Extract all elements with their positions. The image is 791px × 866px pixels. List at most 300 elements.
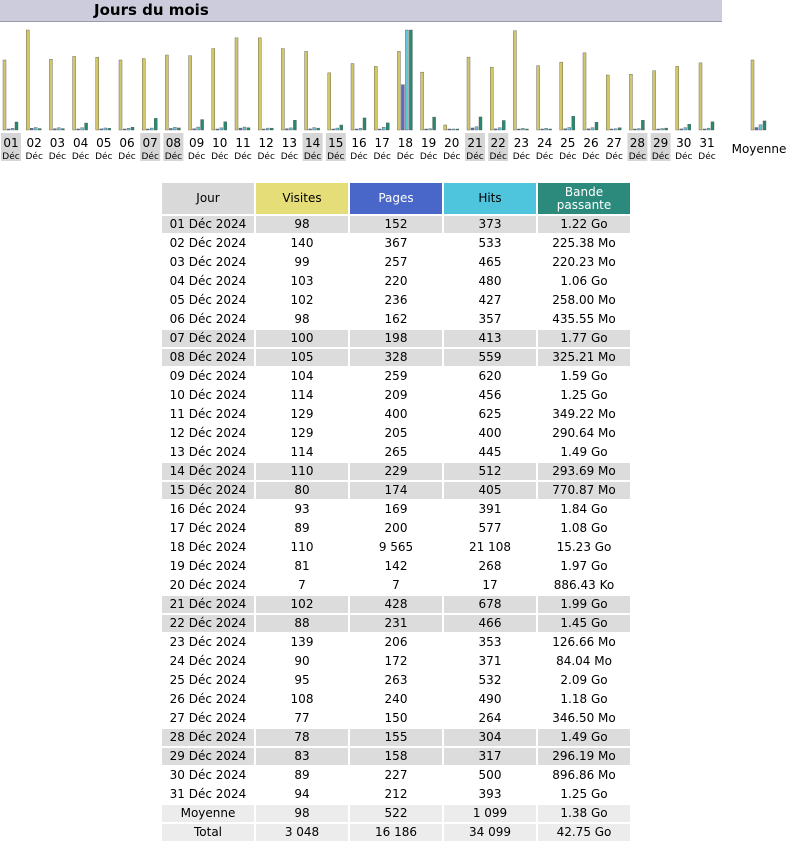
day-06-bar-pages	[123, 129, 126, 130]
day-10-bar-hits	[220, 128, 223, 130]
day-14-bar-hits	[313, 128, 316, 130]
cell-bande: 1.97 Go	[560, 559, 608, 573]
day-28-bar-visites	[629, 74, 632, 130]
day-10-bar-pages	[216, 129, 219, 130]
day-label: 15	[328, 136, 344, 150]
cell-pages: 205	[384, 426, 408, 440]
day-27-bar-hits	[614, 129, 617, 130]
day-06-bar-hits	[127, 128, 130, 130]
cell-pages: 155	[350, 729, 442, 746]
cell-hits: 490	[478, 692, 502, 706]
cell-hits: 357	[478, 312, 502, 326]
cell-visites: 7	[298, 578, 306, 592]
day-15-bar-hits	[336, 128, 339, 130]
section-header	[0, 0, 722, 22]
cell-visites: 89	[294, 521, 310, 535]
table-row	[162, 216, 630, 233]
month-label: Déc	[25, 152, 43, 162]
cell-jour: 24 Déc 2024	[169, 654, 247, 668]
cell-jour: 05 Déc 2024	[169, 293, 247, 307]
cell-hits: 533	[478, 236, 502, 250]
day-label: 01	[3, 136, 19, 150]
table-row	[162, 482, 630, 499]
month-label: Déc	[257, 152, 275, 162]
average-bar-visites	[751, 60, 754, 130]
month-label: Déc	[2, 152, 20, 162]
cell-visites: 77	[294, 711, 310, 725]
average-bar-bande	[763, 121, 766, 130]
month-label: Déc	[71, 152, 90, 162]
day-31-bar-bande	[711, 122, 714, 130]
cell-visites: 100	[256, 330, 348, 347]
day-12-bar-hits	[266, 128, 269, 130]
table-row	[162, 311, 630, 328]
day-03-bar-bande	[61, 129, 64, 130]
cell-pages: 400	[384, 407, 408, 421]
cell-visites: 103	[290, 274, 314, 288]
cell-pages: 240	[384, 692, 408, 706]
cell-bande: 1.59 Go	[560, 369, 608, 383]
day-22-bar-hits	[498, 128, 501, 130]
day-30-bar-pages	[680, 129, 683, 130]
day-25-bar-visites	[560, 62, 563, 130]
day-label: 05	[96, 136, 112, 150]
cell-bande: 346.50 Mo	[552, 711, 616, 725]
cell-pages: 172	[384, 654, 408, 668]
day-13-bar-visites	[281, 49, 284, 130]
cell-hits: 480	[478, 274, 502, 288]
day-21-bar-pages	[471, 128, 474, 130]
day-25-bar-hits	[568, 127, 571, 130]
day-08-bar-bande	[177, 128, 180, 130]
cell-pages: 212	[384, 787, 408, 801]
cell-pages: 227	[384, 768, 408, 782]
cell-bande: 896.86 Mo	[552, 768, 616, 782]
day-22-bar-pages	[494, 129, 497, 130]
cell-visites: 102	[256, 596, 348, 613]
cell-jour: 18 Déc 2024	[169, 540, 247, 554]
cell-hits: 427	[478, 293, 502, 307]
day-label: 17	[374, 136, 390, 150]
average-pages: 522	[350, 805, 442, 822]
cell-pages: 229	[350, 463, 442, 480]
day-01-bar-pages	[7, 129, 10, 130]
day-09-bar-visites	[189, 56, 192, 130]
day-01-bar-bande	[15, 122, 18, 130]
day-28-bar-pages	[633, 129, 636, 130]
day-09-bar-hits	[197, 127, 200, 130]
day-label: 11	[235, 136, 251, 150]
column-header-pages: Pages	[350, 183, 442, 214]
day-22-bar-bande	[502, 120, 505, 130]
month-label: Déc	[327, 152, 345, 162]
cell-jour: 26 Déc 2024	[169, 692, 247, 706]
cell-bande: 1.18 Go	[560, 692, 608, 706]
table-row	[162, 425, 630, 442]
month-label: Déc	[95, 152, 113, 162]
total-pages: 16 186	[350, 824, 442, 841]
day-22-bar-visites	[490, 67, 493, 130]
table-row	[162, 710, 630, 727]
day-28-bar-bande	[641, 120, 644, 130]
day-23-bar-pages	[517, 129, 520, 130]
cell-jour: 17 Déc 2024	[169, 521, 247, 535]
cell-bande: 349.22 Mo	[552, 407, 616, 421]
month-label: Déc	[234, 152, 252, 162]
average-row	[162, 805, 630, 822]
cell-bande: 296.19 Mo	[538, 748, 630, 765]
table-row	[162, 292, 630, 309]
table-body	[162, 216, 630, 803]
total-bande: 42.75 Go	[538, 824, 630, 841]
cell-bande: 220.23 Mo	[552, 255, 616, 269]
day-28-bar-hits	[637, 129, 640, 130]
cell-bande: 1.49 Go	[538, 729, 630, 746]
cell-jour: 29 Déc 2024	[162, 748, 254, 765]
table-row	[162, 539, 630, 556]
total-hits: 34 099	[444, 824, 536, 841]
day-11-bar-visites	[235, 38, 238, 130]
table-row	[162, 349, 630, 366]
cell-bande: 1.49 Go	[560, 445, 608, 459]
cell-visites: 114	[290, 388, 314, 402]
table-row	[162, 254, 630, 271]
day-18-bar-bande	[409, 30, 412, 130]
table-row	[162, 729, 630, 746]
column-header-hits: Hits	[444, 183, 536, 214]
cell-visites: 102	[290, 293, 314, 307]
cell-bande: 1.99 Go	[538, 596, 630, 613]
day-13-bar-bande	[293, 120, 296, 130]
average-visites: 98	[256, 805, 348, 822]
cell-pages: 328	[350, 349, 442, 366]
cell-hits: 620	[478, 369, 502, 383]
cell-pages: 200	[384, 521, 408, 535]
day-29-bar-pages	[657, 129, 660, 130]
day-26-bar-visites	[583, 53, 586, 130]
column-header-visites: Visites	[256, 183, 348, 214]
cell-jour: 20 Déc 2024	[169, 578, 247, 592]
cell-visites: 83	[256, 748, 348, 765]
cell-jour: 12 Déc 2024	[169, 426, 247, 440]
cell-bande: 1.45 Go	[538, 615, 630, 632]
day-24-bar-pages	[541, 129, 544, 130]
day-26-bar-bande	[595, 122, 598, 130]
day-13-bar-hits	[289, 128, 292, 130]
cell-pages: 257	[384, 255, 408, 269]
day-09-bar-pages	[193, 129, 196, 130]
month-label: Déc	[651, 152, 670, 162]
day-label: 27	[606, 136, 622, 150]
day-29-bar-hits	[661, 128, 664, 130]
cell-pages: 142	[384, 559, 408, 573]
day-14-bar-pages	[309, 129, 312, 130]
day-23-bar-visites	[513, 31, 516, 130]
cell-jour: 04 Déc 2024	[169, 274, 247, 288]
cell-hits: 577	[478, 521, 502, 535]
month-label: Déc	[164, 152, 183, 162]
month-label: Déc	[605, 152, 623, 162]
day-19-bar-bande	[433, 117, 436, 130]
day-02-bar-pages	[30, 128, 33, 130]
day-label: 31	[699, 136, 715, 150]
day-11-bar-bande	[247, 128, 250, 130]
day-20-bar-visites	[444, 125, 447, 130]
day-30-bar-bande	[688, 124, 691, 130]
cell-jour: 10 Déc 2024	[169, 388, 247, 402]
cell-bande: 1.77 Go	[538, 330, 630, 347]
day-04-bar-pages	[77, 129, 80, 130]
cell-jour: 02 Déc 2024	[169, 236, 247, 250]
day-31-bar-hits	[707, 128, 710, 130]
day-label: 21	[467, 136, 483, 150]
cell-visites: 129	[290, 407, 314, 421]
cell-bande: 1.84 Go	[560, 502, 608, 516]
day-07-bar-hits	[150, 128, 153, 130]
cell-visites: 98	[256, 216, 348, 233]
month-label: Déc	[280, 152, 299, 162]
cell-jour: 30 Déc 2024	[169, 768, 247, 782]
cell-visites: 93	[294, 502, 310, 516]
average-hits: 1 099	[444, 805, 536, 822]
cell-visites: 81	[294, 559, 310, 573]
day-31-bar-pages	[703, 129, 706, 130]
day-label: 30	[676, 136, 692, 150]
day-24-bar-bande	[549, 129, 552, 130]
table-row	[162, 501, 630, 518]
cell-pages: 265	[384, 445, 408, 459]
cell-visites: 78	[256, 729, 348, 746]
cell-pages: 209	[384, 388, 408, 402]
cell-bande: 258.00 Mo	[552, 293, 616, 307]
cell-hits: 405	[444, 482, 536, 499]
average-bar-hits	[759, 125, 762, 130]
day-03-bar-pages	[53, 129, 56, 130]
average-label: Moyenne	[162, 805, 254, 822]
cell-jour: 07 Déc 2024	[162, 330, 254, 347]
table-row	[162, 330, 630, 347]
day-06-bar-bande	[131, 127, 134, 130]
table-row	[162, 444, 630, 461]
month-label: Déc	[211, 152, 229, 162]
cell-visites: 114	[290, 445, 314, 459]
cell-pages: 174	[350, 482, 442, 499]
day-26-bar-hits	[591, 128, 594, 130]
cell-pages: 220	[384, 274, 408, 288]
month-label: Déc	[443, 152, 461, 162]
day-18-bar-pages	[401, 85, 404, 130]
day-label: 19	[420, 136, 437, 150]
cell-hits: 456	[478, 388, 502, 402]
cell-bande: 225.38 Mo	[552, 236, 616, 250]
day-08-bar-pages	[169, 128, 172, 130]
cell-visites: 94	[294, 787, 310, 801]
total-label: Total	[162, 824, 254, 841]
cell-bande: 435.55 Mo	[552, 312, 616, 326]
cell-pages: 162	[384, 312, 408, 326]
day-12-bar-bande	[270, 128, 273, 130]
table-row	[162, 672, 630, 689]
cell-hits: 353	[478, 635, 502, 649]
cell-visites: 129	[290, 426, 314, 440]
cell-jour: 31 Déc 2024	[169, 787, 247, 801]
day-01-bar-visites	[3, 60, 6, 130]
month-label: Déc	[582, 152, 600, 162]
table-row	[162, 406, 630, 423]
cell-jour: 16 Déc 2024	[169, 502, 247, 516]
day-27-bar-bande	[618, 128, 621, 130]
table-row	[162, 653, 630, 670]
month-label: Déc	[396, 152, 415, 162]
day-07-bar-visites	[142, 59, 145, 130]
cell-hits: 445	[478, 445, 502, 459]
day-label: 03	[49, 136, 66, 150]
day-10-bar-bande	[224, 122, 227, 130]
cell-pages: 169	[384, 502, 408, 516]
cell-pages: 428	[350, 596, 442, 613]
cell-pages: 367	[384, 236, 408, 250]
table-row	[162, 273, 630, 290]
cell-visites: 104	[290, 369, 314, 383]
cell-hits: 373	[444, 216, 536, 233]
cell-jour: 06 Déc 2024	[169, 312, 247, 326]
cell-jour: 25 Déc 2024	[169, 673, 247, 687]
cell-bande: 15.23 Go	[556, 540, 612, 554]
month-label: Déc	[419, 152, 438, 162]
cell-pages: 158	[350, 748, 442, 765]
cell-visites: 110	[290, 540, 314, 554]
day-06-bar-visites	[119, 60, 122, 130]
day-20-bar-hits	[452, 129, 455, 130]
cell-bande: 290.64 Mo	[552, 426, 616, 440]
month-label: Déc	[48, 152, 67, 162]
day-05-bar-visites	[96, 57, 99, 130]
day-23-bar-bande	[525, 129, 528, 130]
cell-visites: 140	[290, 236, 314, 250]
day-label: 23	[513, 136, 530, 150]
day-13-bar-pages	[285, 129, 288, 130]
cell-visites: 89	[294, 768, 310, 782]
cell-jour: 03 Déc 2024	[169, 255, 247, 269]
day-21-bar-bande	[479, 117, 482, 130]
day-label: 20	[444, 136, 460, 150]
day-label: 06	[119, 136, 135, 150]
day-14-bar-bande	[317, 128, 320, 130]
cell-hits: 466	[444, 615, 536, 632]
month-label: Déc	[535, 152, 554, 162]
month-label: Déc	[675, 152, 693, 162]
table-row	[162, 558, 630, 575]
cell-hits: 678	[444, 596, 536, 613]
month-label: Déc	[628, 152, 647, 162]
cell-jour: 14 Déc 2024	[162, 463, 254, 480]
day-29-bar-bande	[665, 128, 668, 130]
cell-hits: 264	[478, 711, 502, 725]
cell-pages: 150	[384, 711, 408, 725]
day-03-bar-hits	[57, 128, 60, 130]
cell-hits: 625	[478, 407, 502, 421]
day-16-bar-bande	[363, 118, 366, 130]
cell-bande: 2.09 Go	[560, 673, 608, 687]
cell-jour: 27 Déc 2024	[169, 711, 247, 725]
average-label-chart: Moyenne	[731, 142, 787, 156]
day-21-bar-visites	[467, 57, 470, 130]
day-02-bar-visites	[26, 30, 29, 130]
day-05-bar-hits	[104, 128, 107, 130]
day-label: 13	[281, 136, 298, 150]
cell-visites: 108	[290, 692, 314, 706]
day-16-bar-hits	[359, 128, 362, 130]
cell-hits: 17	[482, 578, 498, 592]
day-15-bar-pages	[332, 129, 335, 130]
day-07-bar-pages	[146, 129, 149, 130]
month-label: Déc	[698, 152, 716, 162]
day-19-bar-hits	[429, 129, 432, 130]
cell-visites: 98	[294, 312, 310, 326]
cell-pages: 7	[392, 578, 400, 592]
day-label: 07	[142, 136, 158, 150]
table-row	[162, 577, 630, 594]
day-15-bar-visites	[328, 73, 331, 130]
table-row	[162, 368, 630, 385]
day-16-bar-pages	[355, 129, 358, 130]
day-20-bar-bande	[456, 129, 459, 130]
day-19-bar-pages	[425, 129, 428, 130]
cell-hits: 400	[478, 426, 502, 440]
total-visites: 3 048	[256, 824, 348, 841]
cell-visites: 139	[290, 635, 314, 649]
cell-hits: 559	[444, 349, 536, 366]
day-label: 12	[258, 136, 274, 150]
column-header-bande-passante	[538, 183, 630, 214]
day-label: 28	[629, 136, 646, 150]
day-02-bar-bande	[38, 129, 41, 130]
day-08-bar-visites	[165, 55, 168, 130]
cell-hits: 413	[444, 330, 536, 347]
day-label: 04	[72, 136, 89, 150]
cell-hits: 393	[478, 787, 502, 801]
day-label: 16	[351, 136, 367, 150]
day-04-bar-bande	[85, 123, 88, 130]
cell-pages: 231	[350, 615, 442, 632]
day-18-bar-hits	[405, 30, 408, 130]
cell-bande: 1.06 Go	[560, 274, 608, 288]
table-row	[162, 596, 630, 613]
table-row	[162, 463, 630, 480]
day-04-bar-hits	[81, 128, 84, 130]
cell-hits: 512	[444, 463, 536, 480]
cell-jour: 09 Déc 2024	[169, 369, 247, 383]
day-17-bar-visites	[374, 66, 377, 130]
cell-jour: 19 Déc 2024	[169, 559, 247, 573]
table-row	[162, 387, 630, 404]
cell-hits: 391	[478, 502, 502, 516]
cell-hits: 500	[478, 768, 502, 782]
day-17-bar-pages	[378, 129, 381, 130]
day-05-bar-pages	[100, 129, 103, 130]
cell-bande: 1.25 Go	[560, 787, 608, 801]
cell-bande: 1.22 Go	[538, 216, 630, 233]
cell-pages: 236	[384, 293, 408, 307]
day-label: 08	[165, 136, 182, 150]
day-24-bar-hits	[545, 128, 548, 130]
cell-pages: 198	[350, 330, 442, 347]
section-title: Jours du mois	[94, 1, 209, 19]
cell-bande: 126.66 Mo	[552, 635, 616, 649]
day-01-bar-hits	[11, 128, 14, 130]
cell-bande: 293.69 Mo	[538, 463, 630, 480]
table-row	[162, 634, 630, 651]
